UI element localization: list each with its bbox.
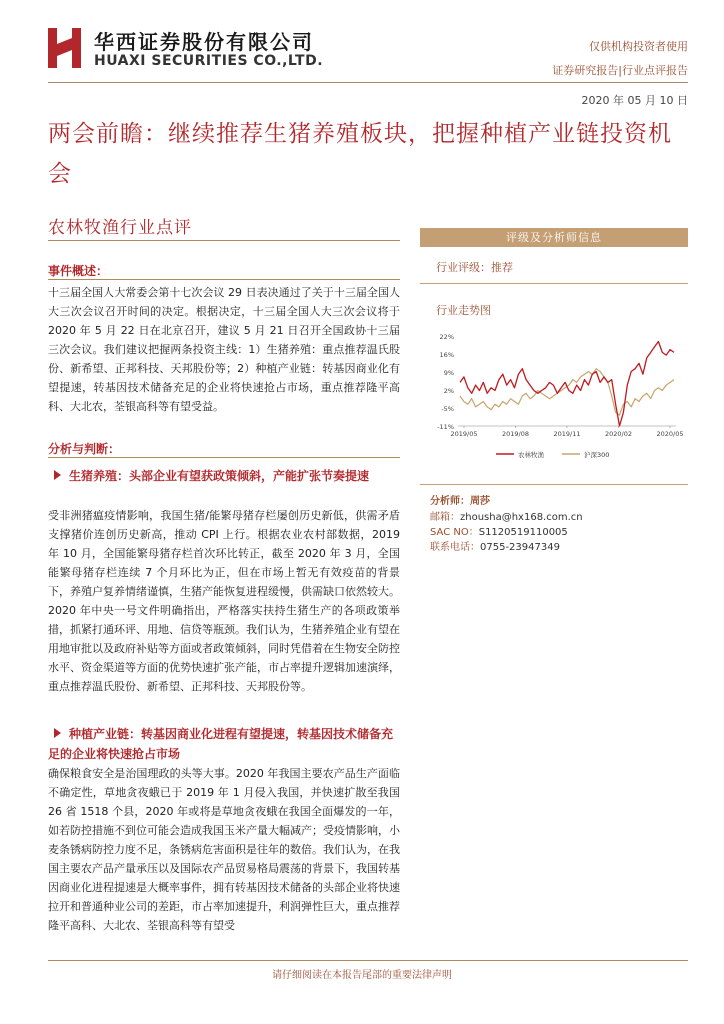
- y-tick-label: -11%: [437, 423, 454, 431]
- y-tick-label: 22%: [439, 333, 454, 341]
- series-line-benchmark: [460, 369, 674, 415]
- report-date: 2020 年 05 月 10 日: [581, 94, 688, 107]
- bullet-arrow-icon: [54, 470, 61, 480]
- email-link[interactable]: zhousha@hx168.com.cn: [460, 512, 583, 523]
- x-tick-label: 2019/05: [450, 430, 478, 438]
- x-tick-label: 2020/05: [656, 430, 684, 438]
- analyst-name: 周莎: [470, 496, 490, 507]
- series-line-industry: [460, 342, 674, 427]
- analysis-divider: [48, 457, 400, 458]
- x-tick-label: 2019/11: [553, 430, 581, 438]
- trend-chart-label: 行业走势图: [436, 304, 491, 317]
- analyst-phone: 联系电话：0755-23947349: [430, 542, 560, 553]
- point2-heading: 种植产业链：转基因商业化进程有望提速，转基因技术储备充足的企业将快速抢占市场: [48, 727, 394, 761]
- y-tick-label: -5%: [441, 405, 454, 413]
- point1-text: 受非洲猪瘟疫情影响，我国生猪/能繁母猪存栏屡创历史新低，供需矛盾支撑猪价连创历史新高，推动 CPI 上行。根据农业农村部数据，2019 年 10 月，全国能繁母猪存栏首次环比转正，截至 2020 年 3 月，全国能繁母猪存栏连续 7 个月环比为正，但在市场上暂无有效疫苗的背景下，养殖户复养情绪谨慎，生猪产能恢复进程缓慢，供需缺口依然较大。2020 年中央一号文件明确指出，严格落实扶持生猪生产的各项政策举措，抓紧打通环评、用地、信贷等瓶颈。我们认为，生猪养殖企业有望在用地审批以及政府补贴等方面或者政策倾斜，同时凭借着在生物安全防控水平、资金渠道等方面的优势快速扩张产能，市占率提升逻辑加速演绎，重点推荐温氏股份、新希望、正邦科技、天邦股份等。: [48, 509, 400, 693]
- footer-divider: [48, 960, 688, 961]
- rating-value: 推荐: [491, 261, 513, 274]
- x-tick-label: 2019/08: [501, 430, 530, 438]
- event-text: 十三届全国人大常委会第十七次会议 29 日表决通过了关于十三届全国人大三次会议召开时间的决定。根据决定，十三届全国人大三次会议将于 2020 年 5 月 22 日在北京召开，建议 5 月 21 日召开全国政协十三届三次会议。我们建议把握两条投资主线：1）生猪养殖：重点推荐温氏股份、新希望、正邦科技、天邦股份等；2）种植产业链：转基因商业化有望提速，转基因技术储备充足的企业将快速抢占市场，重点推荐隆平高科、大北农，荃银高科等有望受益。: [48, 286, 400, 413]
- analyst-sac: SAC NO：S1120519110005: [430, 527, 568, 538]
- y-tick-label: 2%: [443, 387, 454, 395]
- company-name-en: HUAXI SECURITIES CO.,LTD.: [94, 53, 324, 69]
- y-tick-label: 9%: [443, 369, 454, 377]
- analyst-divider: [420, 484, 688, 485]
- bullet-arrow-icon: [54, 728, 61, 738]
- analyst-email: 邮箱：zhousha@hx168.com.cn: [430, 512, 583, 523]
- report-category: 证券研究报告|行业点评报告: [552, 64, 688, 77]
- event-heading: 事件概述：: [48, 264, 109, 278]
- company-logo: [48, 28, 82, 68]
- header-divider: [48, 82, 688, 83]
- audience-note: 仅供机构投资者使用: [589, 40, 688, 53]
- analyst: 分析师：周莎: [430, 496, 490, 507]
- analysis-heading: 分析与判断：: [48, 442, 121, 456]
- report-title: 两会前瞻：继续推荐生猪养殖板块，把握种植产业链投资机会: [48, 121, 672, 187]
- legal-disclaimer-note: 请仔细阅读在本报告尾部的重要法律声明: [272, 970, 452, 981]
- subtitle-divider: [48, 240, 400, 241]
- company-name-cn: 华西证券股份有限公司: [94, 30, 314, 54]
- report-subtitle: 农林牧渔行业点评: [48, 218, 192, 238]
- point1-heading: 生猪养殖：头部企业有望获政策倾斜，产能扩张节奏提速: [48, 466, 400, 486]
- rating-panel-heading: 评级及分析师信息: [420, 228, 688, 247]
- rating-divider: [420, 283, 688, 284]
- event-divider: [48, 279, 400, 280]
- legend-label: 农林牧渔: [518, 451, 544, 459]
- industry-trend-chart: [426, 326, 688, 466]
- legend-label: 沪深300: [584, 451, 610, 459]
- x-tick-label: 2020/02: [604, 430, 633, 438]
- point2-text: 确保粮食安全是治国理政的头等大事。2020 年我国主要农产品生产面临不确定性，草地贪夜蛾已于 2019 年 1 月侵入我国，并快速扩散至我国 26 省 1518 个县，2020 年或将是草地贪夜蛾在我国全面爆发的一年，如若防控措施不到位可能会造成我国玉米产量大幅减产；受疫情影响，小麦条锈病防控力度不足，条锈病危害面积是往年的数倍。我们认为，在我国主要农产品产量承压以及国际农产品贸易格局震荡的背景下，我国转基因商业化进程提速是大概率事件，拥有转基因技术储备的头部企业将快速拉开和普通种业公司的差距，市占率加速提升，利润弹性巨大，重点推荐隆平高科、大北农、荃银高科等有望受: [48, 767, 400, 932]
- industry-rating: 行业评级：推荐: [436, 261, 513, 274]
- y-tick-label: 16%: [439, 351, 454, 359]
